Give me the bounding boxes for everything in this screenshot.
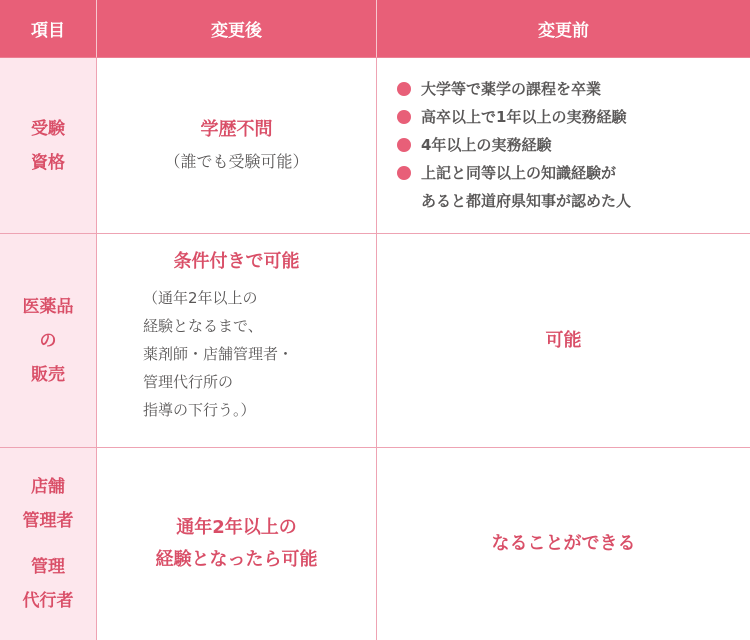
header-after (97, 0, 377, 58)
condition-line: 指導の下行う。） (143, 401, 256, 419)
condition-line: 薬剤師・店舗管理者・ (143, 345, 294, 363)
row-qualification-before (377, 58, 750, 234)
header-item-label: 項目 (31, 21, 65, 41)
after-sub-text: （誰でも受験可能） (164, 151, 309, 171)
row-sales-after (97, 234, 377, 448)
after-condition-lines (143, 284, 293, 424)
item-label-line: 店舗 (31, 477, 65, 497)
condition-line: （通年2年以上の (143, 289, 258, 307)
item-label-line: 受験 (31, 118, 65, 139)
bullet-text: 上記と同等以上の知識経験が (421, 163, 617, 182)
header-after-label: 変更後 (211, 21, 262, 41)
row-manager-item (0, 448, 97, 640)
bullet-item (397, 159, 631, 187)
before-main-text: 可能 (545, 329, 582, 351)
row-qualification-after (97, 58, 377, 234)
bullet-text: 4年以上の実務経験 (421, 135, 552, 154)
row-sales-item (0, 234, 97, 448)
condition-line: 経験となるまで、 (143, 317, 263, 335)
after-main-line: 通年2年以上の (176, 517, 297, 538)
bullet-dot-icon (397, 110, 411, 124)
before-main-text: なることができる (491, 533, 636, 554)
bullet-dot-icon (397, 138, 411, 152)
bullet-item (397, 75, 631, 103)
header-before (377, 0, 750, 58)
bullet-item (397, 131, 631, 159)
row-sales-before (377, 234, 750, 448)
bullet-item (397, 103, 631, 131)
bullet-dot-icon (397, 166, 411, 180)
after-main-line: 経験となったら可能 (155, 549, 318, 570)
header-before-label: 変更前 (538, 21, 589, 41)
bullet-text: 大学等で薬学の課程を卒業 (421, 79, 602, 98)
item-label-line: 資格 (31, 152, 65, 173)
header-item (0, 0, 97, 58)
row-manager-before (377, 448, 750, 640)
before-bullet-list (377, 75, 631, 215)
bullet-continuation (397, 187, 631, 215)
row-qualification-item (0, 58, 97, 234)
after-main-text: 学歴不問 (200, 118, 273, 140)
bullet-text: 高卒以上で1年以上の実務経験 (421, 107, 627, 126)
bullet-text: あると都道府県知事が認めた人 (421, 191, 632, 210)
item-label-line: 管理者 (22, 511, 74, 531)
item-label-line: 管理 (31, 557, 65, 577)
item-label-line: の (39, 330, 57, 351)
after-main-text: 条件付きで可能 (173, 251, 300, 272)
row-manager-after (97, 448, 377, 640)
item-label-line: 販売 (31, 364, 65, 385)
item-label-line: 医薬品 (22, 296, 74, 317)
condition-line: 管理代行所の (143, 373, 234, 391)
bullet-dot-icon (397, 82, 411, 96)
item-label-line: 代行者 (22, 591, 74, 611)
